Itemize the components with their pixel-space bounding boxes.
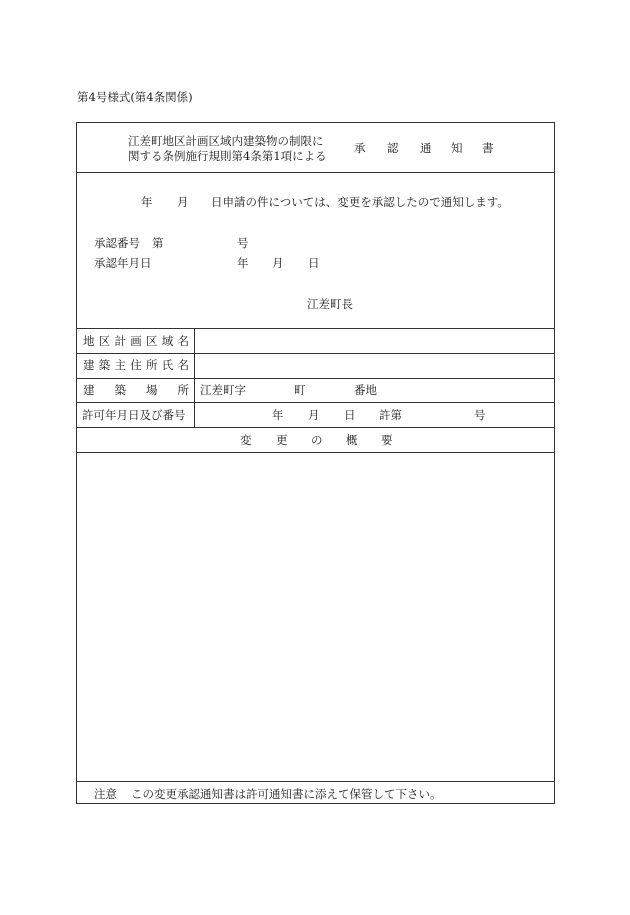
signatory: 江差町長	[307, 297, 353, 311]
permit-go: 号	[474, 408, 486, 422]
owner-address-name-label: 建築主住所氏名	[83, 358, 189, 372]
divider-line	[76, 781, 555, 782]
document-name-char: 知	[451, 141, 463, 155]
divider-line	[76, 427, 555, 428]
building-site-prefix: 江差町字	[200, 383, 246, 397]
approval-number-dai: 第	[152, 236, 164, 250]
permit-day: 日	[344, 408, 356, 422]
permit-month: 月	[308, 408, 320, 422]
regulation-title-line2: 関する条例施行規則第4条第1項による	[128, 149, 327, 163]
divider-line	[76, 328, 555, 329]
building-site-label: 建築場所	[83, 383, 189, 397]
district-plan-area-label: 地区計画区域名	[83, 334, 189, 348]
divider-line	[76, 378, 555, 379]
approval-sentence: 日申請の件については、変更を承認したので通知します。	[211, 195, 509, 209]
approval-date-month: 月	[272, 256, 284, 270]
sentence-year: 年	[141, 195, 153, 209]
note-prefix: 注意	[94, 787, 117, 801]
divider-line	[76, 402, 555, 403]
label-column-divider	[194, 328, 195, 427]
divider-line	[76, 353, 555, 354]
permit-kyo-dai: 許第	[379, 408, 402, 422]
approval-date-day: 日	[308, 256, 320, 270]
change-summary-char: の	[311, 433, 323, 447]
change-summary-area[interactable]	[77, 453, 554, 780]
regulation-title-line1: 江差町地区計画区域内建築物の制限に	[128, 134, 324, 148]
approval-date-year: 年	[237, 256, 249, 270]
document-name-char: 通	[420, 141, 432, 155]
sentence-month: 月	[177, 195, 189, 209]
change-summary-char: 変	[240, 433, 252, 447]
permit-year: 年	[272, 408, 284, 422]
change-summary-char: 更	[276, 433, 288, 447]
change-summary-char: 要	[381, 433, 393, 447]
document-name-char: 認	[387, 141, 399, 155]
note-text: この変更承認通知書は許可通知書に添えて保管して下さい。	[131, 787, 442, 801]
change-summary-char: 概	[346, 433, 358, 447]
building-site-town: 町	[294, 383, 306, 397]
divider-line	[76, 172, 555, 173]
document-name-char: 承	[354, 141, 366, 155]
form-number: 第4号様式(第4条関係)	[77, 90, 193, 104]
approval-date-label: 承認年月日	[94, 256, 152, 270]
approval-number-go: 号	[237, 236, 249, 250]
permit-date-number-label: 許可年月日及び番号	[82, 408, 186, 422]
building-site-banchi: 番地	[354, 383, 377, 397]
approval-number-label: 承認番号	[94, 236, 140, 250]
document-name-char: 書	[482, 141, 494, 155]
